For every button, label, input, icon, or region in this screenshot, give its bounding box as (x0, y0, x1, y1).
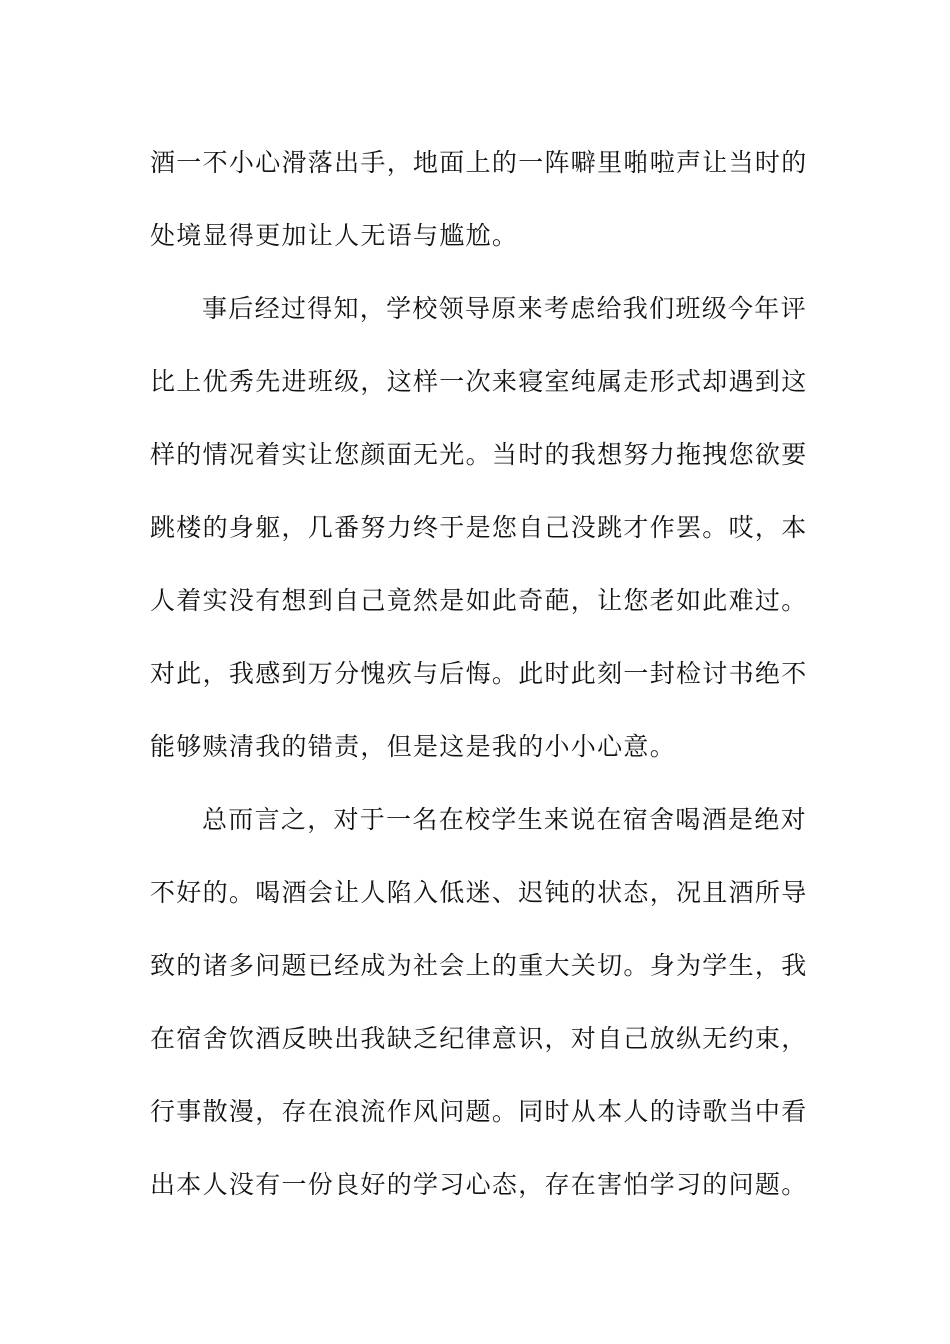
text-line: 跳楼的身躯，几番努力终于是您自己没跳才作罢。哎，本 (150, 513, 808, 542)
text-line: 致的诸多问题已经成为社会上的重大关切。身为学生，我 (150, 951, 808, 980)
text-line: 样的情况着实让您颜面无光。当时的我想努力拖拽您欲要 (150, 440, 808, 469)
paragraph-start-line: 事后经过得知，学校领导原来考虑给我们班级今年评 (202, 294, 807, 323)
text-line: 不好的。喝酒会让人陷入低迷、迟钝的状态，况且酒所导 (150, 878, 808, 907)
text-line: 在宿舍饮酒反映出我缺乏纪律意识，对自己放纵无约束， (150, 1024, 808, 1053)
text-line: 处境显得更加让人无语与尴尬。 (150, 221, 519, 250)
text-line: 比上优秀先进班级，这样一次来寝室纯属走形式却遇到这 (150, 367, 808, 396)
text-line: 酒一不小心滑落出手，地面上的一阵噼里啪啦声让当时的 (150, 148, 808, 177)
text-line: 人着实没有想到自己竟然是如此奇葩，让您老如此难过。 (150, 586, 808, 615)
text-line: 出本人没有一份良好的学习心态，存在害怕学习的问题。 (150, 1170, 808, 1199)
paragraph-start-line: 总而言之，对于一名在校学生来说在宿舍喝酒是绝对 (202, 805, 807, 834)
document-body (150, 126, 808, 1221)
text-line: 能够赎清我的错责，但是这是我的小小心意。 (150, 732, 677, 761)
text-line: 行事散漫，存在浪流作风问题。同时从本人的诗歌当中看 (150, 1097, 808, 1126)
text-line: 对此，我感到万分愧疚与后悔。此时此刻一封检讨书绝不 (150, 659, 808, 688)
